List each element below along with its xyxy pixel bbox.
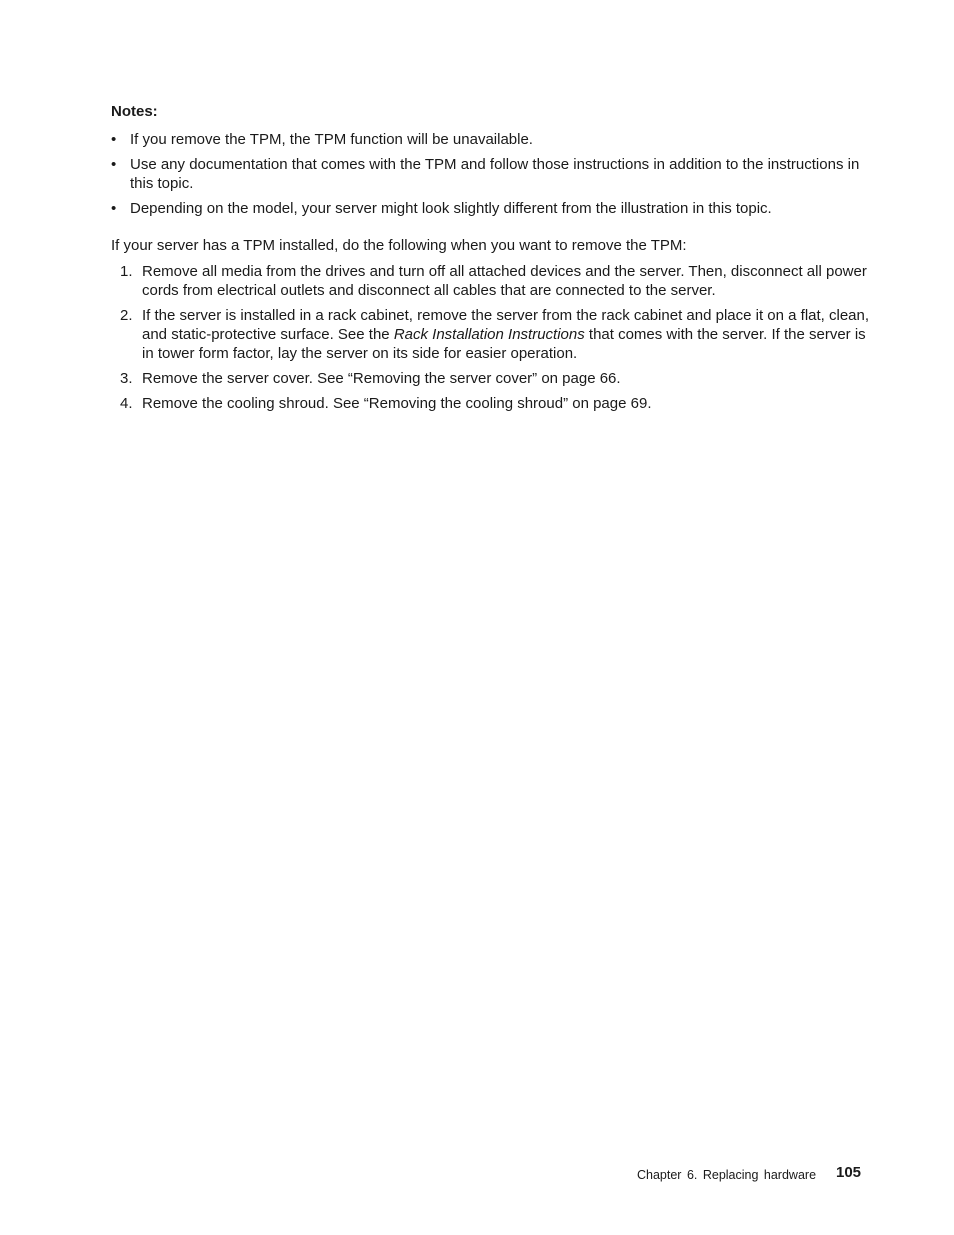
note-text: If you remove the TPM, the TPM function will be unavailable.: [130, 131, 533, 148]
step-item: [111, 262, 871, 300]
list-item: [111, 155, 871, 193]
step-text: Remove the server cover. See “Removing the server cover” on page 66.: [142, 370, 621, 387]
step-text-after: that comes with the server. If the server is in tower form factor, lay the server on its side for easier operation.: [142, 326, 866, 362]
bullet-icon: •: [111, 200, 117, 217]
notes-heading: Notes:: [111, 103, 158, 120]
footer-chapter-title: Chapter 6. Replacing hardware: [637, 1168, 817, 1182]
step-item: [111, 306, 871, 363]
notes-list: [111, 130, 871, 224]
bullet-icon: •: [111, 131, 117, 148]
step-text: [142, 307, 869, 362]
step-text: Remove all media from the drives and turn off all attached devices and the server. Then, disconnect all power cords from electrical outlets and disconnect all cables that are connected to the server.: [142, 263, 867, 299]
step-number: 3.: [120, 370, 133, 387]
step-text-before: If the server is installed in a rack cabinet, remove the server from the rack cabinet and place it on a flat, clean, and static-protective surface. See the: [142, 307, 870, 343]
list-item: [111, 130, 871, 149]
step-number: 1.: [120, 263, 133, 280]
note-text: Depending on the model, your server might look slightly different from the illustration in this topic.: [130, 200, 772, 217]
step-item: [111, 369, 871, 388]
step-number: 4.: [120, 395, 133, 412]
step-item: [111, 394, 871, 413]
note-text: Use any documentation that comes with the TPM and follow those instructions in addition to the instructions in this topic.: [130, 156, 860, 192]
list-item: [111, 199, 871, 218]
step-text: Remove the cooling shroud. See “Removing the cooling shroud” on page 69.: [142, 395, 652, 412]
intro-paragraph: If your server has a TPM installed, do the following when you want to remove the TPM:: [111, 237, 687, 254]
steps-list: [111, 262, 871, 419]
rack-installation-title: Rack Installation Instructions: [393, 326, 585, 343]
bullet-icon: •: [111, 156, 117, 173]
page-number: 105: [836, 1164, 862, 1181]
step-number: 2.: [120, 307, 133, 324]
